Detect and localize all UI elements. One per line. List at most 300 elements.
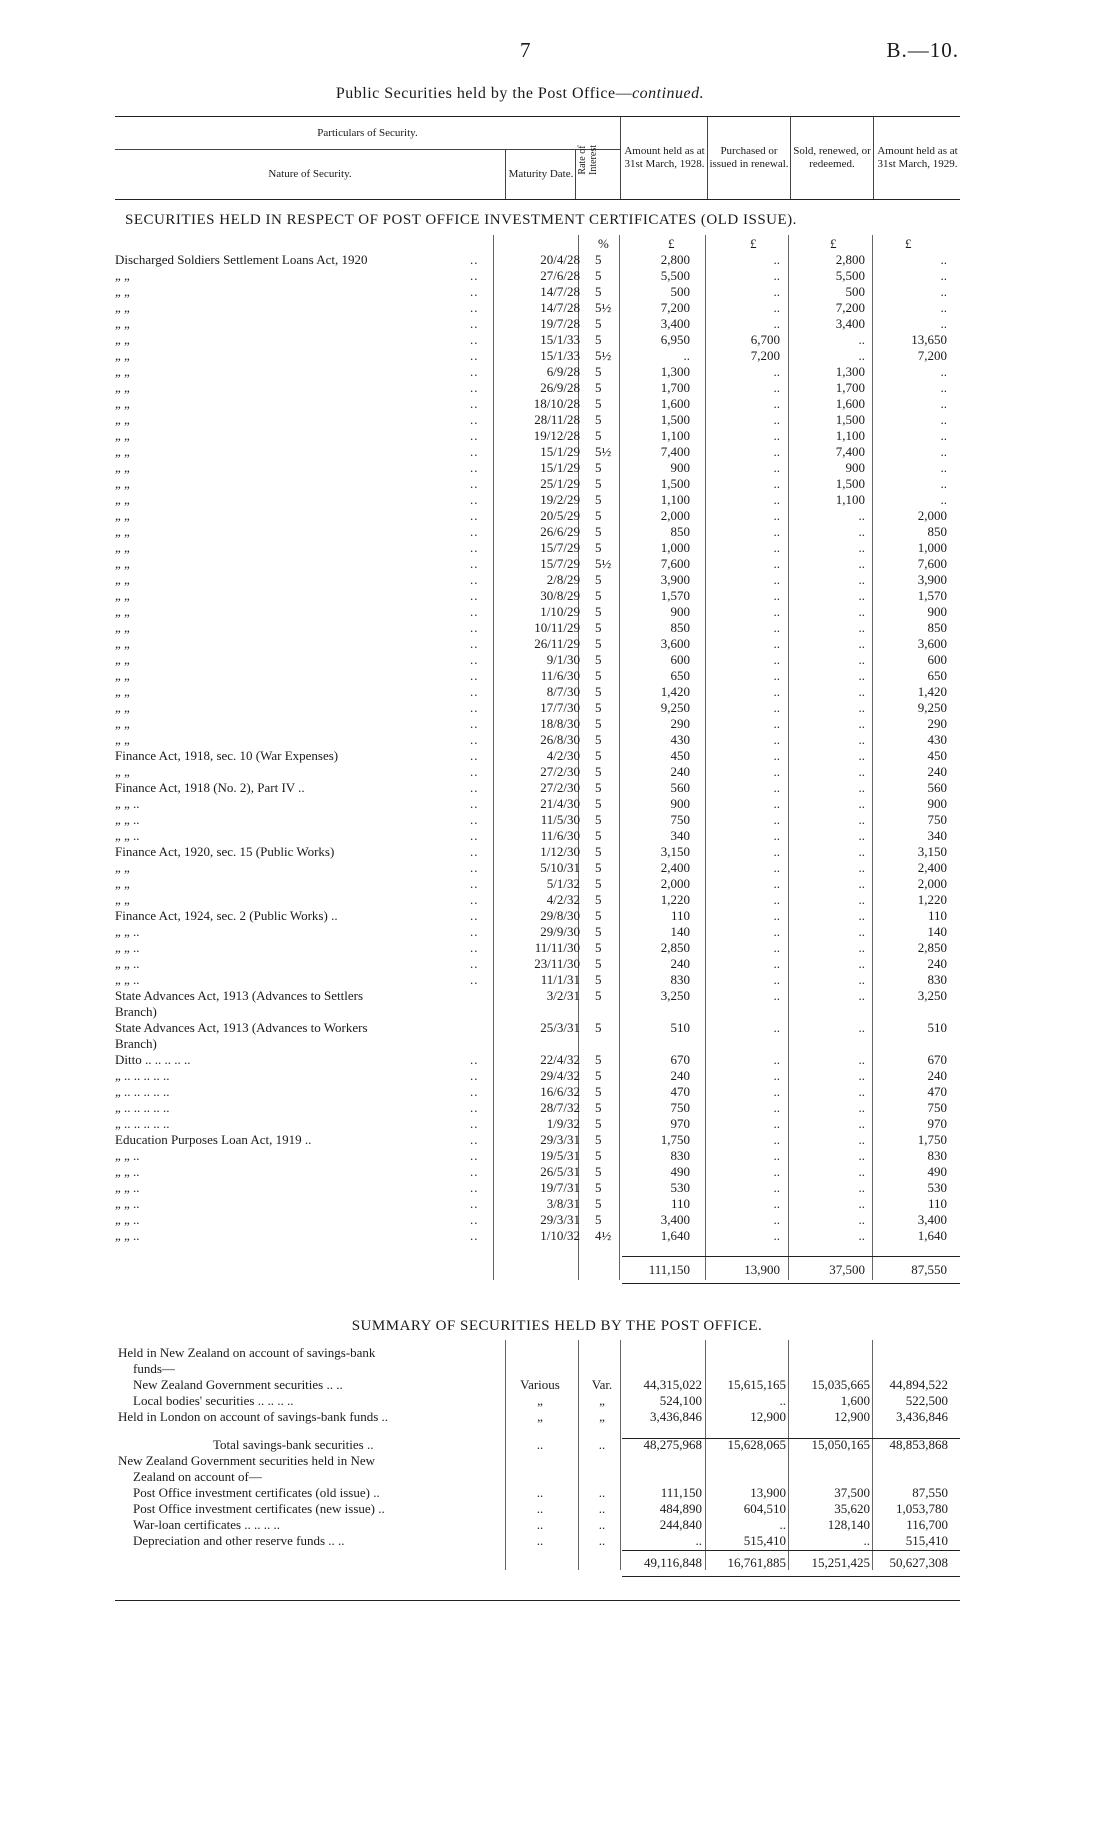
table-row: [0, 1020, 1114, 1036]
amount-purchased: ..: [773, 444, 780, 459]
security-name: Discharged Soldiers Settlement Loans Act, 1920: [115, 252, 368, 267]
table-row: [0, 636, 1114, 652]
amount-sold: ..: [858, 764, 865, 779]
summary-held-1929: 44,894,522: [889, 1377, 948, 1392]
security-name: „ „: [115, 396, 130, 411]
leader-dots: ..: [470, 396, 479, 411]
interest-rate: 5: [595, 396, 602, 411]
amount-sold: 3,400: [835, 316, 865, 331]
leader-dots: ..: [470, 428, 479, 443]
maturity-date: 10/11/29: [534, 620, 580, 635]
amount-purchased: ..: [773, 396, 780, 411]
amount-held-1929: ..: [940, 300, 947, 315]
summary-held-1929: 515,410: [905, 1533, 948, 1548]
header-held-1928: Amount held as at 31st March, 1928.: [624, 145, 705, 170]
amount-held-1929: 470: [927, 1084, 947, 1099]
amount-purchased: ..: [773, 924, 780, 939]
security-name: „ „: [115, 876, 130, 891]
table-row: [0, 380, 1114, 396]
security-name: Finance Act, 1920, sec. 15 (Public Works): [115, 844, 335, 859]
interest-rate: 5: [595, 412, 602, 427]
amount-held-1929: 1,570: [917, 588, 947, 603]
header-rule: [575, 149, 576, 199]
summary-sold: 128,140: [827, 1517, 870, 1532]
amount-held-1928: 7,400: [660, 444, 690, 459]
section-title: SECURITIES HELD IN RESPECT OF POST OFFICE INVESTMENT CERTIFICATES (OLD ISSUE).: [125, 212, 797, 228]
security-name: „ „: [115, 348, 130, 363]
unit-held-1929: £: [905, 236, 912, 251]
maturity-date: 5/1/32: [546, 876, 580, 891]
amount-sold: ..: [858, 508, 865, 523]
security-name: Education Purposes Loan Act, 1919 ..: [115, 1132, 312, 1147]
amount-sold: ..: [858, 1132, 865, 1147]
amount-sold: ..: [858, 796, 865, 811]
amount-held-1929: 240: [927, 956, 947, 971]
summary-row: [0, 1437, 1114, 1453]
amount-held-1928: 850: [670, 524, 690, 539]
maturity-date: 16/6/32: [540, 1084, 580, 1099]
amount-held-1928: 3,250: [660, 988, 690, 1003]
summary-held-1929: 87,550: [912, 1485, 948, 1500]
interest-rate: 5½: [595, 300, 612, 315]
amount-sold: 7,200: [835, 300, 865, 315]
interest-rate: 5: [595, 476, 602, 491]
amount-held-1929: 900: [927, 796, 947, 811]
amount-held-1928: 900: [670, 604, 690, 619]
amount-sold: ..: [858, 572, 865, 587]
amount-held-1929: 240: [927, 1068, 947, 1083]
amount-held-1928: 470: [670, 1084, 690, 1099]
interest-rate: 5: [595, 1100, 602, 1115]
summary-label: New Zealand Government securities .. ..: [133, 1377, 343, 1392]
amount-held-1928: 2,000: [660, 876, 690, 891]
amount-held-1928: 290: [670, 716, 690, 731]
amount-held-1929: 830: [927, 972, 947, 987]
amount-held-1929: 9,250: [917, 700, 947, 715]
interest-rate: 5: [595, 252, 602, 267]
summary-purchased: 15,615,165: [727, 1377, 786, 1392]
summary-label: funds—: [133, 1361, 175, 1376]
amount-purchased: ..: [773, 988, 780, 1003]
summary-total-purchased: 16,761,885: [727, 1555, 786, 1570]
amount-purchased: ..: [773, 1052, 780, 1067]
amount-sold: ..: [858, 780, 865, 795]
summary-rate: ..: [598, 1501, 606, 1516]
summary-rate: ..: [598, 1437, 606, 1452]
amount-held-1929: 490: [927, 1164, 947, 1179]
leader-dots: ..: [470, 460, 479, 475]
maturity-date: 19/7/28: [540, 316, 580, 331]
leader-dots: ..: [470, 348, 479, 363]
security-name: „ „: [115, 284, 130, 299]
amount-sold: 1,300: [835, 364, 865, 379]
amount-purchased: 7,200: [750, 348, 780, 363]
amount-purchased: ..: [773, 876, 780, 891]
interest-rate: 5: [595, 700, 602, 715]
security-name: „ „: [115, 524, 130, 539]
summary-label: New Zealand Government securities held in New: [118, 1453, 376, 1468]
leader-dots: ..: [470, 364, 479, 379]
amount-purchased: ..: [773, 652, 780, 667]
summary-total-sold: 15,251,425: [811, 1555, 870, 1570]
table-row: [0, 412, 1114, 428]
leader-dots: ..: [470, 1196, 479, 1211]
amount-held-1929: 3,400: [917, 1212, 947, 1227]
amount-held-1928: 560: [670, 780, 690, 795]
security-name: „ „ ..: [115, 1164, 140, 1179]
summary-maturity: ..: [536, 1501, 544, 1516]
amount-held-1929: 670: [927, 1052, 947, 1067]
amount-held-1929: 3,900: [917, 572, 947, 587]
maturity-date: 18/8/30: [540, 716, 580, 731]
amount-purchased: ..: [773, 476, 780, 491]
security-name: „ „ ..: [115, 812, 140, 827]
header-particulars: Particulars of Security.: [317, 127, 418, 139]
total-held-1928: 111,150: [648, 1262, 690, 1277]
amount-held-1929: ..: [940, 364, 947, 379]
amount-held-1929: 2,000: [917, 508, 947, 523]
leader-dots: ..: [470, 764, 479, 779]
interest-rate: 5: [595, 1116, 602, 1131]
security-name: „ „: [115, 716, 130, 731]
table-row: [0, 316, 1114, 332]
leader-dots: ..: [470, 1132, 479, 1147]
amount-sold: ..: [858, 1052, 865, 1067]
unit-purchased: £: [750, 236, 757, 251]
amount-sold: ..: [858, 700, 865, 715]
amount-purchased: ..: [773, 1020, 780, 1035]
security-name: „ „: [115, 588, 130, 603]
leader-dots: ..: [470, 316, 479, 331]
amount-held-1928: 750: [670, 1100, 690, 1115]
amount-held-1928: 6,950: [660, 332, 690, 347]
amount-held-1929: 600: [927, 652, 947, 667]
maturity-date: 29/4/32: [540, 1068, 580, 1083]
summary-label: Post Office investment certificates (new issue) ..: [133, 1501, 385, 1516]
table-row: [0, 1148, 1114, 1164]
amount-sold: 7,400: [835, 444, 865, 459]
amount-purchased: ..: [773, 636, 780, 651]
security-name: „ „: [115, 300, 130, 315]
amount-held-1928: 900: [670, 460, 690, 475]
amount-held-1928: 850: [670, 620, 690, 635]
interest-rate: 5: [595, 268, 602, 283]
leader-dots: ..: [470, 412, 479, 427]
interest-rate: 5: [595, 812, 602, 827]
amount-held-1929: 1,640: [917, 1228, 947, 1243]
interest-rate: 5½: [595, 556, 612, 571]
interest-rate: 5: [595, 540, 602, 555]
amount-purchased: ..: [773, 1068, 780, 1083]
amount-sold: ..: [858, 1084, 865, 1099]
security-name-continued: Branch): [115, 1036, 157, 1051]
maturity-date: 27/2/30: [540, 780, 580, 795]
summary-row: [0, 1453, 1114, 1469]
maturity-date: 11/1/31: [540, 972, 580, 987]
security-name: „ „: [115, 476, 130, 491]
table-row: [0, 332, 1114, 348]
leader-dots: ..: [470, 444, 479, 459]
security-name: „ „: [115, 764, 130, 779]
maturity-date: 29/8/30: [540, 908, 580, 923]
summary-total-rule: [622, 1550, 960, 1551]
amount-purchased: ..: [773, 284, 780, 299]
maturity-date: 14/7/28: [540, 300, 580, 315]
summary-held-1928: 484,890: [659, 1501, 702, 1516]
table-header: [115, 116, 960, 200]
amount-sold: ..: [858, 956, 865, 971]
security-name: „ „ ..: [115, 972, 140, 987]
amount-sold: ..: [858, 1196, 865, 1211]
amount-purchased: ..: [773, 908, 780, 923]
leader-dots: ..: [470, 780, 479, 795]
amount-sold: ..: [858, 828, 865, 843]
page-title: [0, 85, 1040, 103]
amount-purchased: ..: [773, 460, 780, 475]
amount-purchased: ..: [773, 828, 780, 843]
amount-held-1929: ..: [940, 316, 947, 331]
security-name: „ „: [115, 636, 130, 651]
amount-held-1929: 450: [927, 748, 947, 763]
maturity-date: 19/2/29: [540, 492, 580, 507]
leader-dots: ..: [470, 1068, 479, 1083]
security-name: „ .. .. .. .. ..: [115, 1116, 170, 1131]
maturity-date: 2/8/29: [546, 572, 580, 587]
amount-sold: ..: [858, 1100, 865, 1115]
summary-held-1928: 44,315,022: [643, 1377, 702, 1392]
amount-purchased: ..: [773, 508, 780, 523]
security-name: Ditto .. .. .. .. ..: [115, 1052, 191, 1067]
security-name: „ „ ..: [115, 956, 140, 971]
maturity-date: 5/10/31: [540, 860, 580, 875]
security-name: „ „ ..: [115, 1212, 140, 1227]
amount-purchased: ..: [773, 892, 780, 907]
amount-held-1929: 1,000: [917, 540, 947, 555]
interest-rate: 5: [595, 876, 602, 891]
summary-rate: ..: [598, 1533, 606, 1548]
amount-held-1929: 2,850: [917, 940, 947, 955]
interest-rate: 5: [595, 316, 602, 331]
amount-held-1929: 970: [927, 1116, 947, 1131]
interest-rate: 5: [595, 684, 602, 699]
security-name: „ „: [115, 860, 130, 875]
summary-maturity: ..: [536, 1517, 544, 1532]
security-name: „ „ ..: [115, 1180, 140, 1195]
security-name: „ „: [115, 508, 130, 523]
interest-rate: 5: [595, 780, 602, 795]
header-rule: [790, 117, 791, 199]
totals-rule: [622, 1256, 960, 1257]
table-row: [0, 284, 1114, 300]
amount-held-1929: ..: [940, 412, 947, 427]
interest-rate: 5: [595, 364, 602, 379]
leader-dots: ..: [470, 924, 479, 939]
summary-label: Zealand on account of—: [133, 1469, 262, 1484]
maturity-date: 20/4/28: [540, 252, 580, 267]
amount-sold: ..: [858, 1020, 865, 1035]
leader-dots: ..: [470, 284, 479, 299]
interest-rate: 5: [595, 1148, 602, 1163]
interest-rate: 5: [595, 1180, 602, 1195]
leader-dots: ..: [470, 1212, 479, 1227]
table-row: [0, 828, 1114, 844]
table-row: [0, 860, 1114, 876]
leader-dots: ..: [470, 908, 479, 923]
amount-held-1928: 240: [670, 1068, 690, 1083]
table-row: [0, 1100, 1114, 1116]
security-name: „ „: [115, 620, 130, 635]
maturity-date: 15/7/29: [540, 540, 580, 555]
amount-sold: ..: [858, 1212, 865, 1227]
amount-purchased: ..: [773, 1148, 780, 1163]
amount-held-1928: 7,600: [660, 556, 690, 571]
leader-dots: ..: [470, 620, 479, 635]
total-held-1929: 87,550: [911, 1262, 947, 1277]
amount-held-1929: 2,400: [917, 860, 947, 875]
security-name: „ „: [115, 604, 130, 619]
amount-held-1928: 1,640: [660, 1228, 690, 1243]
summary-purchased: 604,510: [743, 1501, 786, 1516]
amount-sold: ..: [858, 540, 865, 555]
table-row: [0, 892, 1114, 908]
table-row: [0, 940, 1114, 956]
leader-dots: ..: [470, 1164, 479, 1179]
summary-maturity: „: [537, 1393, 543, 1408]
amount-held-1928: 110: [670, 908, 690, 923]
amount-sold: 1,100: [835, 428, 865, 443]
interest-rate: 5: [595, 636, 602, 651]
interest-rate: 5: [595, 956, 602, 971]
security-name: „ „ ..: [115, 940, 140, 955]
summary-row: [0, 1501, 1114, 1517]
summary-row: [0, 1409, 1114, 1425]
maturity-date: 30/8/29: [540, 588, 580, 603]
maturity-date: 3/2/31: [546, 988, 580, 1003]
summary-sold: ..: [863, 1533, 870, 1548]
amount-purchased: ..: [773, 588, 780, 603]
header-sold: Sold, renewed, or redeemed.: [793, 145, 871, 170]
amount-held-1928: 2,850: [660, 940, 690, 955]
amount-held-1928: 500: [670, 284, 690, 299]
maturity-date: 15/1/33: [540, 332, 580, 347]
amount-held-1928: ..: [683, 348, 690, 363]
amount-held-1928: 450: [670, 748, 690, 763]
amount-held-1929: ..: [940, 492, 947, 507]
leader-dots: ..: [470, 668, 479, 683]
security-name: „ „: [115, 412, 130, 427]
interest-rate: 5: [595, 492, 602, 507]
maturity-date: 9/1/30: [546, 652, 580, 667]
amount-held-1928: 670: [670, 1052, 690, 1067]
amount-held-1929: 110: [927, 908, 947, 923]
table-row: [0, 668, 1114, 684]
amount-held-1928: 750: [670, 812, 690, 827]
amount-held-1929: 650: [927, 668, 947, 683]
amount-sold: 2,800: [835, 252, 865, 267]
interest-rate: 5: [595, 332, 602, 347]
security-name: „ „: [115, 700, 130, 715]
maturity-date: 23/11/30: [534, 956, 580, 971]
amount-held-1929: 2,000: [917, 876, 947, 891]
maturity-date: 4/2/30: [546, 748, 580, 763]
summary-held-1928: 48,275,968: [643, 1437, 702, 1452]
summary-total-held-1929: 50,627,308: [889, 1555, 948, 1570]
amount-purchased: ..: [773, 1132, 780, 1147]
amount-sold: ..: [858, 668, 865, 683]
amount-held-1929: 560: [927, 780, 947, 795]
amount-held-1928: 830: [670, 1148, 690, 1163]
amount-held-1929: ..: [940, 460, 947, 475]
maturity-date: 11/11/30: [534, 940, 580, 955]
amount-held-1928: 2,800: [660, 252, 690, 267]
amount-purchased: ..: [773, 956, 780, 971]
amount-sold: 1,600: [835, 396, 865, 411]
amount-held-1928: 1,500: [660, 476, 690, 491]
summary-purchased: ..: [779, 1517, 786, 1532]
interest-rate: 5½: [595, 348, 612, 363]
amount-held-1929: 1,420: [917, 684, 947, 699]
summary-title: SUMMARY OF SECURITIES HELD BY THE POST OFFICE.: [351, 1318, 763, 1334]
table-row: [0, 652, 1114, 668]
header-held-1929: Amount held as at 31st March, 1929.: [877, 145, 958, 170]
interest-rate: 5: [595, 1212, 602, 1227]
maturity-date: 11/5/30: [540, 812, 580, 827]
amount-held-1928: 110: [670, 1196, 690, 1211]
amount-sold: 500: [845, 284, 865, 299]
interest-rate: 5: [595, 508, 602, 523]
summary-row: [0, 1517, 1114, 1533]
amount-held-1928: 970: [670, 1116, 690, 1131]
table-row: [0, 396, 1114, 412]
maturity-date: 15/7/29: [540, 556, 580, 571]
table-row: [0, 684, 1114, 700]
amount-held-1928: 430: [670, 732, 690, 747]
amount-held-1928: 140: [670, 924, 690, 939]
summary-held-1929: 522,500: [905, 1393, 948, 1408]
leader-dots: ..: [470, 556, 479, 571]
maturity-date: 11/6/30: [540, 828, 580, 843]
maturity-date: 15/1/29: [540, 460, 580, 475]
summary-purchased: 15,628,065: [727, 1437, 786, 1452]
title-italic: continued.: [632, 85, 705, 102]
summary-sold: 37,500: [834, 1485, 870, 1500]
table-row: [0, 924, 1114, 940]
amount-sold: 1,100: [835, 492, 865, 507]
amount-sold: ..: [858, 732, 865, 747]
summary-held-1928: 3,436,846: [650, 1409, 702, 1424]
security-name: „ „ ..: [115, 1148, 140, 1163]
interest-rate: 5: [595, 764, 602, 779]
summary-maturity: ..: [536, 1485, 544, 1500]
summary-sold: 12,900: [834, 1409, 870, 1424]
summary-purchased: 12,900: [750, 1409, 786, 1424]
table-row: [0, 1068, 1114, 1084]
summary-rate: „: [599, 1393, 605, 1408]
security-name: „ „: [115, 492, 130, 507]
amount-held-1928: 3,600: [660, 636, 690, 651]
security-name: „ „: [115, 428, 130, 443]
amount-held-1929: ..: [940, 252, 947, 267]
leader-dots: ..: [470, 1052, 479, 1067]
amount-held-1929: 1,750: [917, 1132, 947, 1147]
interest-rate: 5: [595, 732, 602, 747]
amount-held-1929: 3,250: [917, 988, 947, 1003]
maturity-date: 29/3/31: [540, 1132, 580, 1147]
table-row: [0, 300, 1114, 316]
amount-held-1928: 1,500: [660, 412, 690, 427]
summary-row: [0, 1485, 1114, 1501]
leader-dots: ..: [470, 748, 479, 763]
